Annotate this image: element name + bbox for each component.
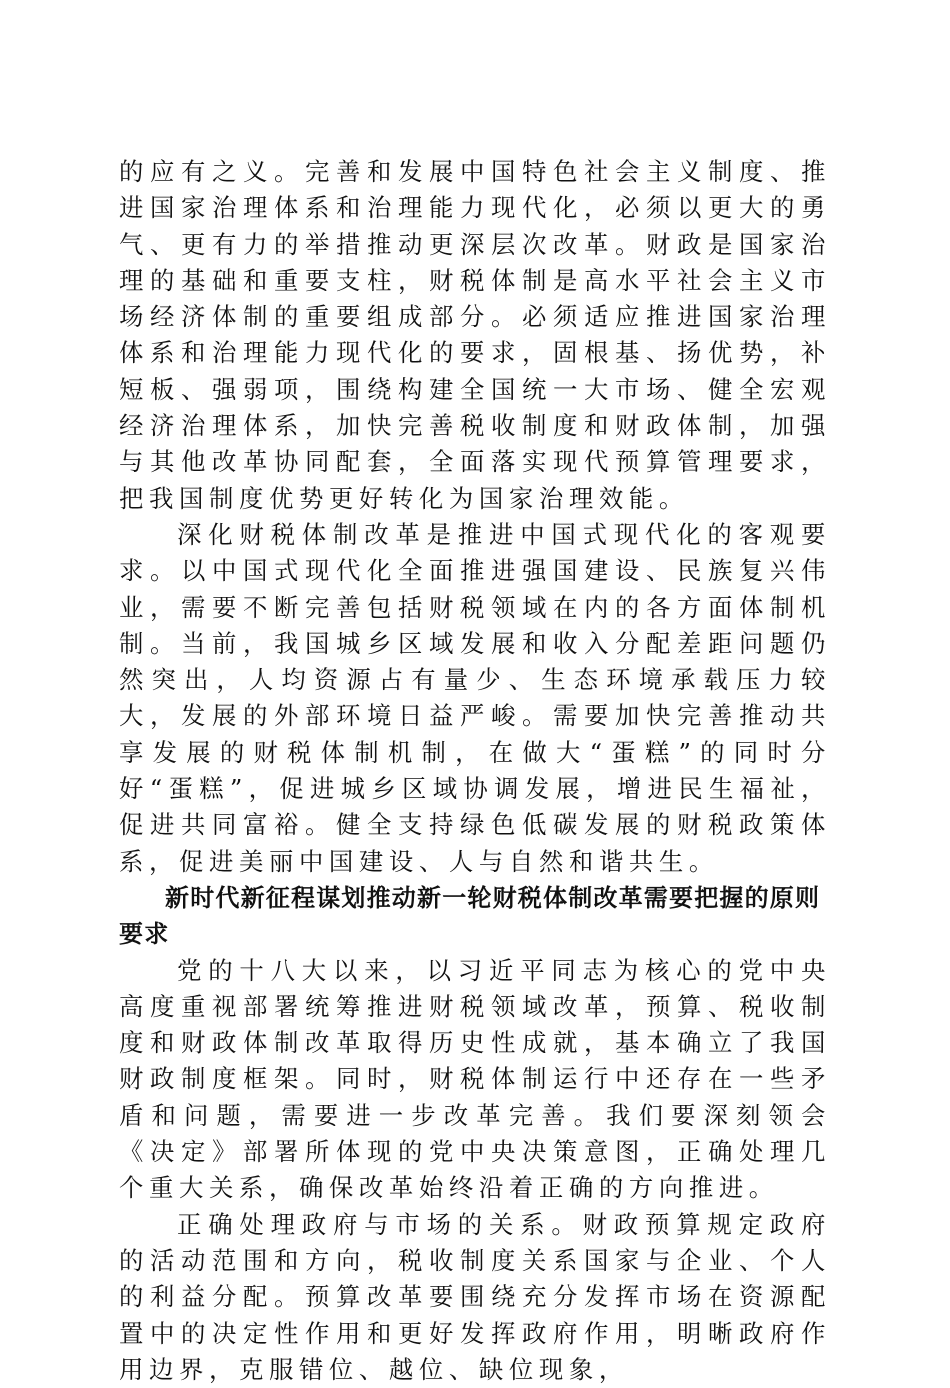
document-page — [119, 154, 831, 1388]
paragraph-modernization-requirement: 深化财税体制改革是推进中国式现代化的客观要求。以中国式现代化全面推进强国建设、民族复兴伟业，需要不断完善包括财税领域在内的各方面体制机制。当前，我国城乡区域发展和收入分配差距问题仍然突出，人均资源占有量少、生态环境承载压力较大，发展的外部环境日益严峻。需要加快完善推动共享发展的财税体制机制，在做大“蛋糕”的同时分好“蛋糕”，促进城乡区域协调发展，增进民生福祉，促进共同富裕。健全支持绿色低碳发展的财税政策体系，促进美丽中国建设、人与自然和谐共生。 — [119, 519, 831, 876]
paragraph-reform-achievements: 党的十八大以来，以习近平同志为核心的党中央高度重视部署统筹推进财税领域改革，预算、税收制度和财政体制改革取得历史性成就，基本确立了我国财政制度框架。同时，财税体制运行中还存在一些矛盾和问题，需要进一步改革完善。我们要深刻领会《决定》部署所体现的党中央决策意图，正确处理几个重大关系，确保改革始终沿着正确的方向推进。 — [119, 955, 831, 1203]
paragraph-continued: 的应有之义。完善和发展中国特色社会主义制度、推进国家治理体系和治理能力现代化，必须以更大的勇气、更有力的举措推动更深层次改革。财政是国家治理的基础和重要支柱，财税体制是高水平社会主义市场经济体制的重要组成部分。必须适应推进国家治理体系和治理能力现代化的要求，固根基、扬优势，补短板、强弱项，围绕构建全国统一大市场、健全宏观经济治理体系，加快完善税收制度和财政体制，加强与其他改革协同配套，全面落实现代预算管理要求，把我国制度优势更好转化为国家治理效能。 — [119, 157, 831, 513]
paragraph-government-market: 正确处理政府与市场的关系。财政预算规定政府的活动范围和方向，税收制度关系国家与企业、个人的利益分配。预算改革要围绕充分发挥市场在资源配置中的决定性作用和更好发挥政府作用，明晰政府作用边界，克服错位、越位、缺位现象， — [119, 1209, 831, 1384]
section-heading: 新时代新征程谋划推动新一轮财税体制改革需要把握的原则要求 — [119, 883, 821, 949]
